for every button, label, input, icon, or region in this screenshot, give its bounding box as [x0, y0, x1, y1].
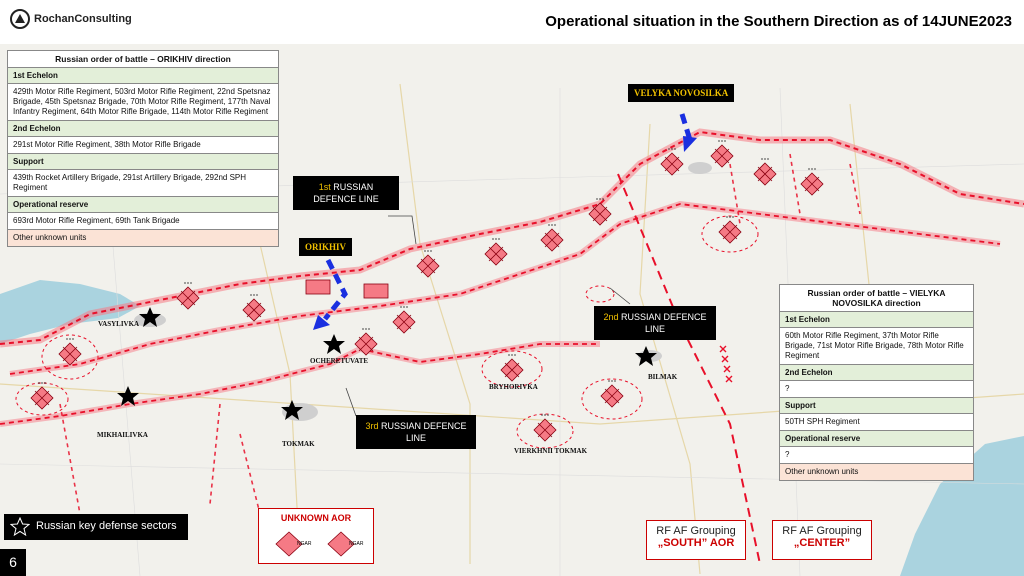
- first-defence-line-label: [293, 176, 399, 210]
- first-line-num: 1st: [318, 182, 331, 192]
- unit-diamond-4: [31, 382, 53, 409]
- vielyka-table-title: Russian order of battle – VIELYKA NOVOSILKA direction: [780, 285, 973, 312]
- unit-diamond-18: [534, 414, 556, 441]
- rochan-logo-icon: [10, 9, 30, 29]
- sector-star-3: [117, 386, 139, 406]
- third-defence-line-label: [356, 415, 476, 449]
- south-line2: „SOUTH” AOR: [657, 537, 735, 549]
- orikhiv-table-title: Russian order of battle – ORIKHIV direction: [8, 51, 278, 68]
- unit-diamond-17: [601, 380, 623, 407]
- unit-diamond-3: [59, 338, 81, 365]
- unit-diamond-8: [485, 238, 507, 265]
- orikhiv-cell-4: 693rd Motor Rifle Regiment, 69th Tank Brigade: [8, 213, 278, 230]
- unit-diamond-13: [754, 158, 776, 185]
- south-line1: RF AF Grouping: [656, 525, 736, 537]
- vielyka-cell-2: ?: [780, 381, 973, 398]
- page-number: 6: [0, 549, 26, 576]
- unknown-aor-box: [258, 508, 374, 564]
- unit-diamond-15: [719, 216, 741, 243]
- unit-diamond-14: [801, 168, 823, 195]
- orikhiv-sect-2: 2nd Echelon: [8, 121, 278, 137]
- vielyka-sect-1: 1st Echelon: [780, 312, 973, 328]
- velyka-direction-label: VELYKA NOVOSILKA: [628, 84, 734, 102]
- orikhiv-cell-3: 439th Rocket Artillery Brigade, 291st Artillery Brigade, 292nd SPH Regiment: [8, 170, 278, 197]
- orikhiv-cell-2: 291st Motor Rifle Regiment, 38th Motor Rifle Brigade: [8, 137, 278, 154]
- sector-star-1: [139, 307, 161, 327]
- town-bryhorivka: BRYHORIVKA: [489, 383, 538, 391]
- second-line-text: RUSSIAN DEFENCE LINE: [621, 312, 707, 334]
- third-line-text: RUSSIAN DEFENCE LINE: [381, 421, 467, 443]
- town-vasylivka: VASYLIVKA: [98, 320, 140, 328]
- legend-label: Russian key defense sectors: [36, 520, 177, 532]
- unit-diamond-1: [177, 282, 199, 309]
- town-bilmak: BILMAK: [648, 373, 678, 381]
- vielyka-orbat-table: [779, 284, 974, 481]
- unit-diamond-7: [417, 250, 439, 277]
- second-line-num: 2nd: [603, 312, 619, 322]
- sector-star-4: [281, 400, 303, 420]
- rf-grouping-south: [646, 520, 746, 560]
- orikhiv-cell-1: 429th Motor Rifle Regiment, 503rd Motor Rifle Regiment, 22nd Spetsnaz Brigade, 45th Spetsnaz Brigade, 70th Motor Rifle Regiment, 177th Naval Infantry Regiment, 64th Motor Rifle Brigade, 114th Motor Rifle Regiment: [8, 84, 278, 121]
- orikhiv-sect-3: Support: [8, 154, 278, 170]
- vielyka-sect-3: Support: [780, 398, 973, 414]
- page-title: Operational situation in the Southern Direction as of 14JUNE2023: [545, 13, 1012, 30]
- sector-star-5: [635, 346, 657, 366]
- unit-diamond-9: [541, 224, 563, 251]
- vielyka-sect-2: 2nd Echelon: [780, 365, 973, 381]
- orikhiv-footer: Other unknown units: [8, 230, 278, 246]
- unit-diamond-6: [393, 306, 415, 333]
- vielyka-footer: Other unknown units: [780, 464, 973, 480]
- center-line2: „CENTER”: [793, 537, 851, 549]
- unit-diamond-10: [589, 198, 611, 225]
- town-ocheretuvate: OCHERETUVATE: [310, 357, 369, 365]
- town-vierkhnii-tokmak: VIERKHNII TOKMAK: [514, 447, 588, 455]
- vielyka-cell-1: 60th Motor Rifle Regiment, 37th Motor Rifle Brigade, 71st Motor Rifle Brigade, 78th Motor Rifle Regiment: [780, 328, 973, 365]
- brand-name: RochanConsulting: [34, 13, 132, 25]
- orikhiv-orbat-table: [7, 50, 279, 247]
- header-bar: [0, 0, 1024, 45]
- sof-unit-1: [306, 280, 330, 294]
- second-defence-line-label: [594, 306, 716, 340]
- orikhiv-direction-label: ORIKHIV: [299, 238, 352, 256]
- unit-diamond-12: [711, 140, 733, 167]
- unit-diamond-2: [243, 294, 265, 321]
- vielyka-cell-3: 50TH SPH Regiment: [780, 414, 973, 431]
- center-line1: RF AF Grouping: [782, 525, 862, 537]
- unit-diamond-5: [355, 328, 377, 355]
- unknown-unit-2-label: NGAR: [349, 541, 364, 547]
- legend-key-defense-sectors: [4, 514, 188, 540]
- town-tokmak: TOKMAK: [282, 440, 315, 448]
- unit-diamond-11: [661, 148, 683, 175]
- rf-grouping-center: [772, 520, 872, 560]
- sof-unit-2: [364, 284, 388, 298]
- orikhiv-sect-1: 1st Echelon: [8, 68, 278, 84]
- vielyka-sect-4: Operational reserve: [780, 431, 973, 447]
- unit-diamond-16: [501, 354, 523, 381]
- unknown-unit-1-label: NGAR: [297, 541, 312, 547]
- vielyka-cell-4: ?: [780, 447, 973, 464]
- third-line-num: 3rd: [365, 421, 379, 431]
- sector-star-2: [323, 334, 345, 354]
- star-icon: [10, 517, 30, 537]
- orikhiv-sect-4: Operational reserve: [8, 197, 278, 213]
- unknown-aor-title: UNKNOWN AOR: [280, 513, 352, 523]
- first-line-text: RUSSIAN DEFENCE LINE: [313, 182, 379, 204]
- town-mikhailivka: MIKHAILIVKA: [97, 431, 148, 439]
